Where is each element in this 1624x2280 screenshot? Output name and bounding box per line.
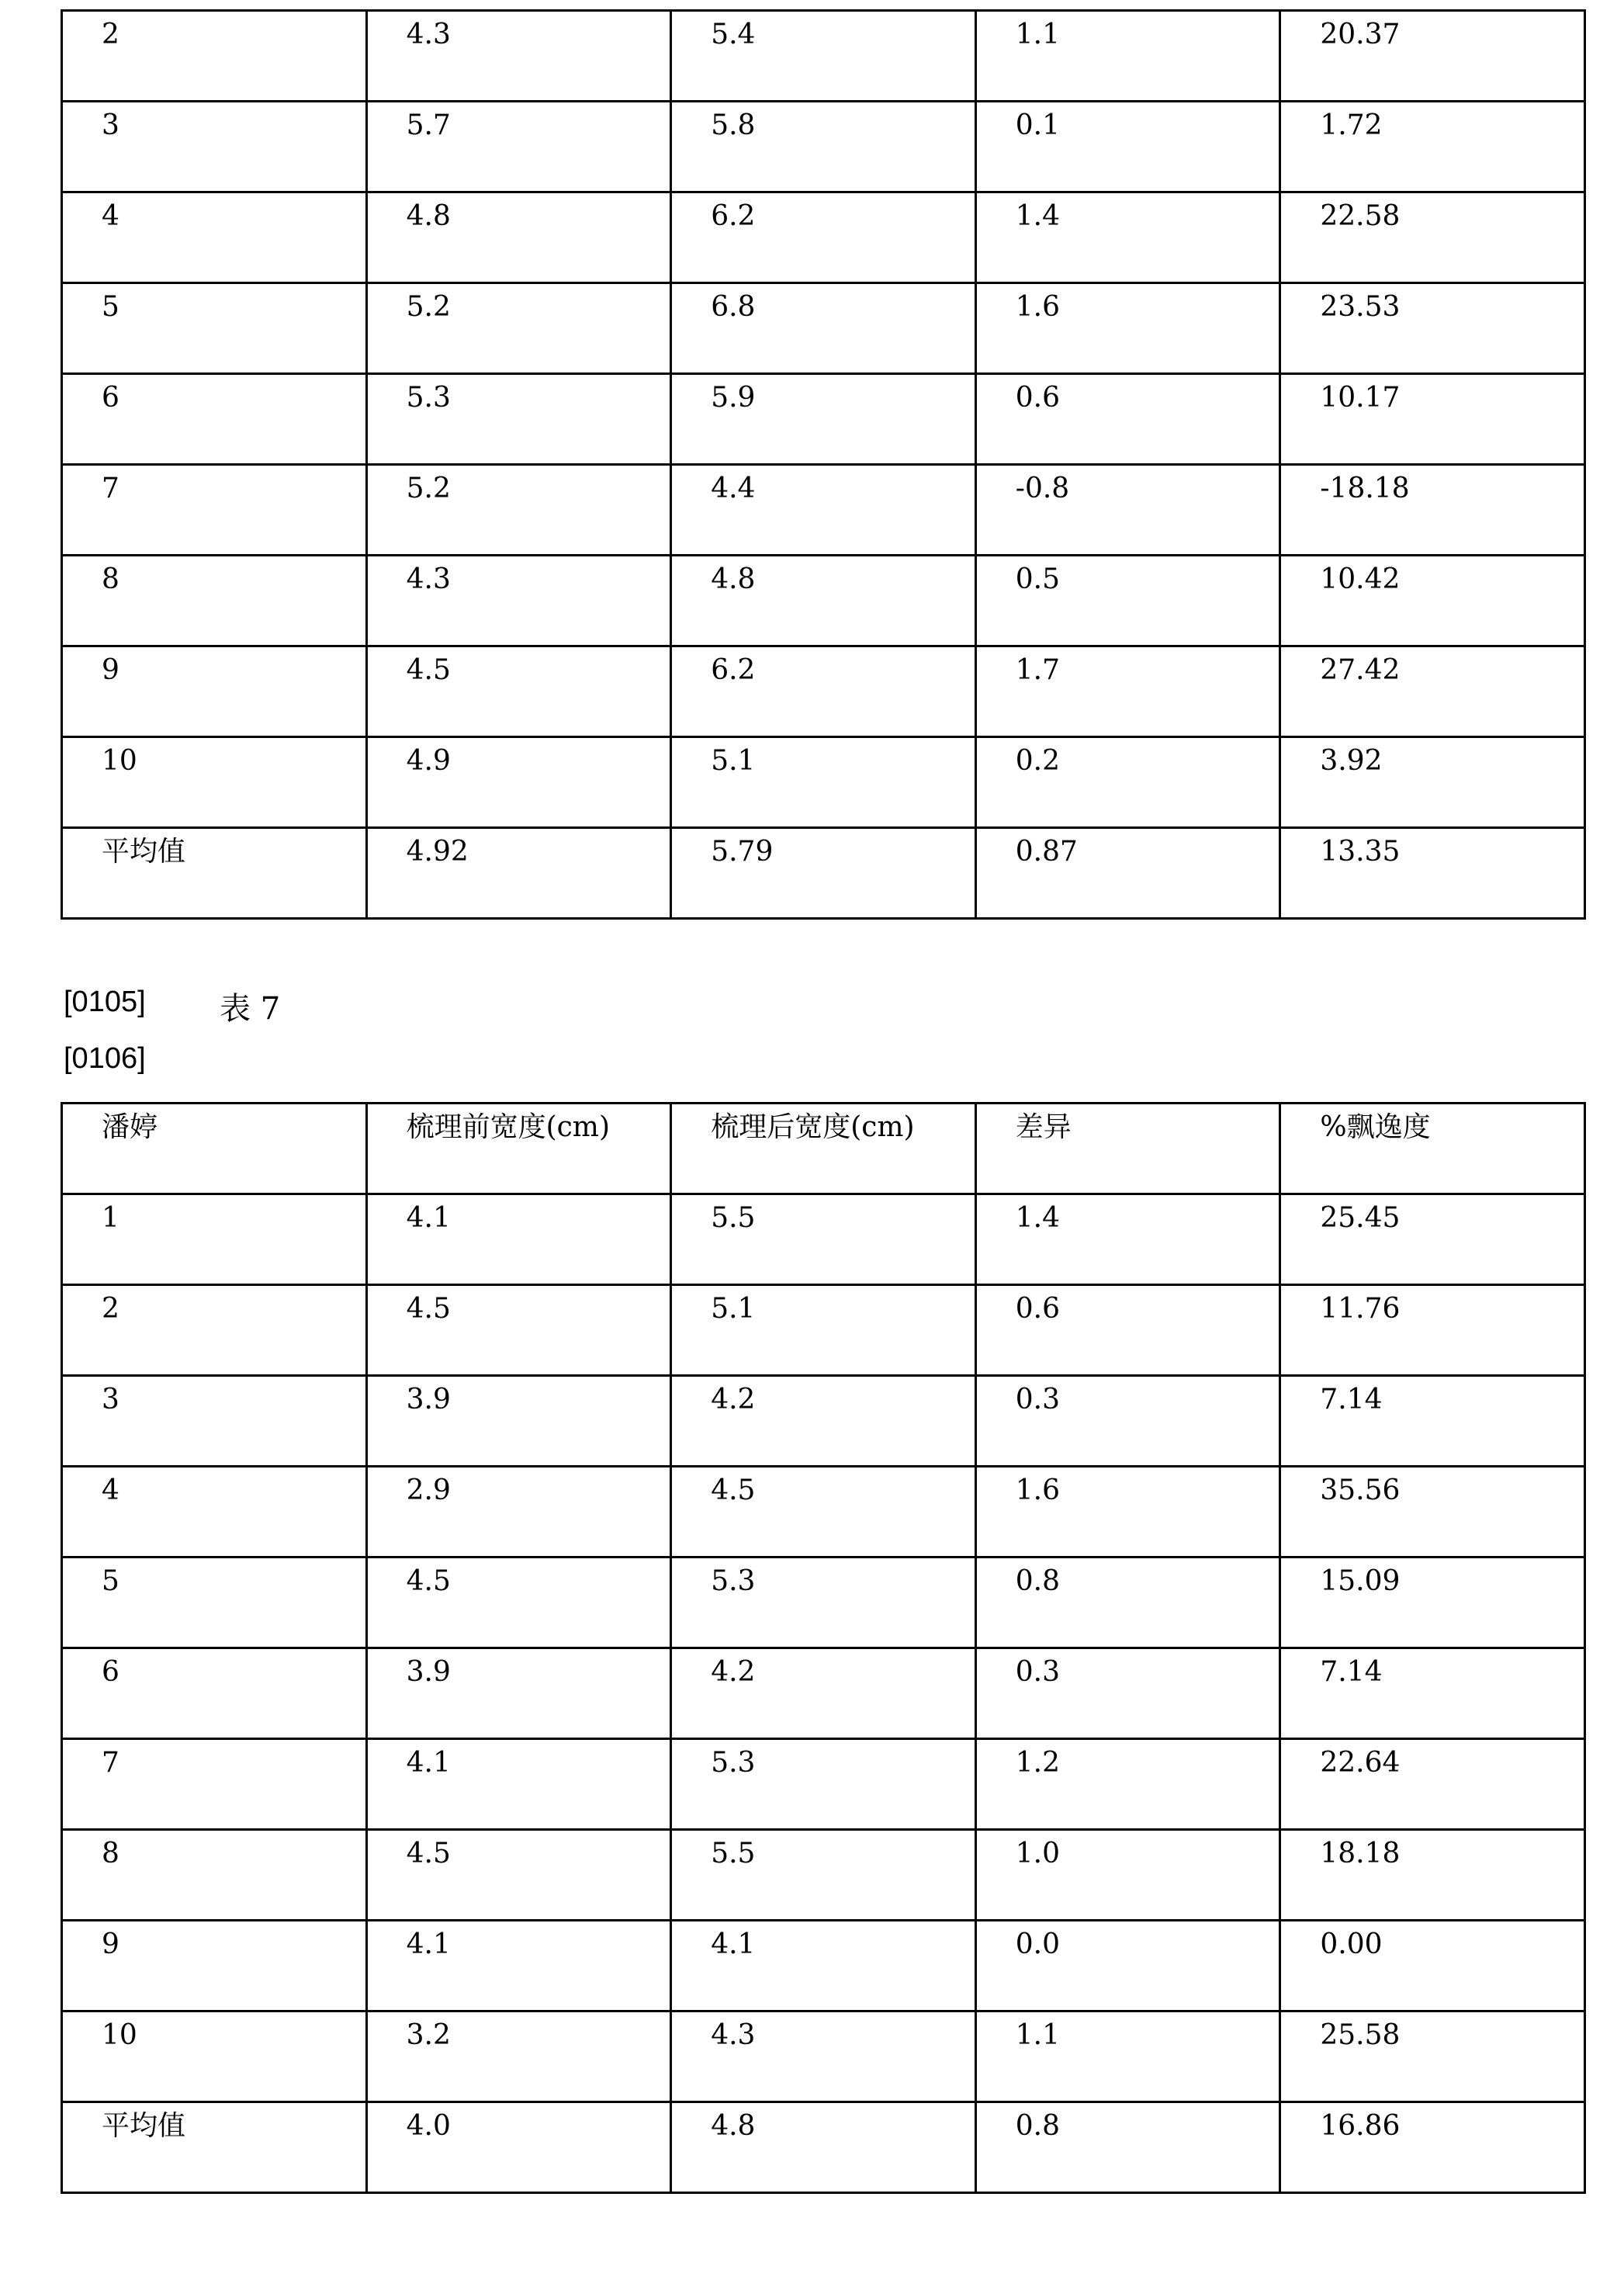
table-cell: 15.09 [1280,1558,1585,1648]
table-cell: 4.3 [366,11,671,102]
table-cell: 7 [62,465,367,556]
table-cell: 22.58 [1280,192,1585,283]
table-row [62,192,1585,283]
table-cell: -18.18 [1280,465,1585,556]
table-cell: 0.6 [975,374,1280,465]
table-6-continued [61,9,1586,920]
table-cell: 0.3 [975,1376,1280,1467]
table-row [62,737,1585,828]
table-row [62,2011,1585,2102]
table-cell: 2.9 [366,1467,671,1558]
table-cell: 10 [62,737,367,828]
table-cell: 4.0 [366,2102,671,2193]
table-cell: 0.8 [975,2102,1280,2193]
table-cell: 5 [62,283,367,374]
table-cell: 4.3 [671,2011,976,2102]
table-cell: 25.45 [1280,1194,1585,1285]
table-cell: 5.2 [366,283,671,374]
table-cell: 7.14 [1280,1376,1585,1467]
table-cell: 0.00 [1280,1921,1585,2011]
table-row [62,828,1585,919]
table-cell: 6.8 [671,283,976,374]
table-cell: 平均值 [62,2102,367,2193]
table-cell: 6 [62,1648,367,1739]
table-cell: 2 [62,1285,367,1376]
table-cell: 4.8 [671,2102,976,2193]
paragraph-number-0105: [0105] [64,986,146,1018]
table-row [62,1648,1585,1739]
table-cell: 18.18 [1280,1830,1585,1921]
table-cell: 1.1 [975,2011,1280,2102]
table-cell: 5.3 [366,374,671,465]
table-cell: 0.87 [975,828,1280,919]
table-cell: 16.86 [1280,2102,1585,2193]
table-cell: 25.58 [1280,2011,1585,2102]
table-cell: 3 [62,102,367,192]
table-cell: %飘逸度 [1280,1104,1585,1194]
table-cell: 4.3 [366,556,671,646]
table-row [62,1739,1585,1830]
table-cell: 4.5 [366,1285,671,1376]
table-cell: 6.2 [671,192,976,283]
table-cell: 11.76 [1280,1285,1585,1376]
table-cell: 1.4 [975,1194,1280,1285]
table-row [62,1467,1585,1558]
table-cell: 5.79 [671,828,976,919]
table-cell: 4.8 [671,556,976,646]
table-row [62,102,1585,192]
table-cell: 8 [62,1830,367,1921]
table-cell: 35.56 [1280,1467,1585,1558]
table-cell: 4.9 [366,737,671,828]
table-row [62,1194,1585,1285]
table-cell: 4.1 [366,1739,671,1830]
table-header-row [62,1104,1585,1194]
table-cell: 2 [62,11,367,102]
table-cell: 5.1 [671,1285,976,1376]
table-cell: 3 [62,1376,367,1467]
table-cell: 7.14 [1280,1648,1585,1739]
table-cell: 4.5 [366,646,671,737]
table-cell: 5.3 [671,1739,976,1830]
table-cell: 1.4 [975,192,1280,283]
table-row [62,374,1585,465]
table-cell: 23.53 [1280,283,1585,374]
table-cell: 8 [62,556,367,646]
table-cell: 22.64 [1280,1739,1585,1830]
table-cell: 0.6 [975,1285,1280,1376]
table-cell: 6.2 [671,646,976,737]
table-cell: 7 [62,1739,367,1830]
table-cell: 0.2 [975,737,1280,828]
table-cell: 5.7 [366,102,671,192]
table-cell: 4.1 [366,1194,671,1285]
table-cell: 4.8 [366,192,671,283]
table-cell: 5.2 [366,465,671,556]
table-cell: 4.92 [366,828,671,919]
table-cell: 5.1 [671,737,976,828]
table-cell: 5.9 [671,374,976,465]
table-row [62,283,1585,374]
table-cell: 4.2 [671,1648,976,1739]
table-row [62,1558,1585,1648]
table-row [62,1376,1585,1467]
table-cell: 4.5 [366,1830,671,1921]
table-cell: 3.2 [366,2011,671,2102]
table-cell: 潘婷 [62,1104,367,1194]
table-cell: 1.6 [975,283,1280,374]
table-cell: 4.1 [671,1921,976,2011]
table-cell: 差异 [975,1104,1280,1194]
table-cell: 4.1 [366,1921,671,2011]
table-cell: 4.5 [366,1558,671,1648]
table-row [62,646,1585,737]
table-cell: 20.37 [1280,11,1585,102]
table-cell: 4 [62,192,367,283]
table-row [62,1830,1585,1921]
table-row [62,2102,1585,2193]
table-cell: 1.1 [975,11,1280,102]
table-cell: 10 [62,2011,367,2102]
table-cell: 0.3 [975,1648,1280,1739]
table-cell: 0.8 [975,1558,1280,1648]
table-cell: -0.8 [975,465,1280,556]
table-cell: 5.4 [671,11,976,102]
table-cell: 0.0 [975,1921,1280,2011]
table-cell: 0.5 [975,556,1280,646]
table-cell: 4.4 [671,465,976,556]
table-caption: 表 7 [220,991,281,1027]
paragraph-number-0106: [0106] [64,1042,146,1075]
table-cell: 6 [62,374,367,465]
table-row [62,11,1585,102]
table-cell: 9 [62,646,367,737]
table-cell: 3.9 [366,1376,671,1467]
table-cell: 3.92 [1280,737,1585,828]
table-cell: 5.3 [671,1558,976,1648]
table-cell: 9 [62,1921,367,2011]
table-cell: 10.42 [1280,556,1585,646]
table-cell: 5.5 [671,1194,976,1285]
table-cell: 梳理前宽度(cm) [366,1104,671,1194]
table-cell: 27.42 [1280,646,1585,737]
table-cell: 5 [62,1558,367,1648]
table-cell: 1.2 [975,1739,1280,1830]
table-cell: 10.17 [1280,374,1585,465]
table-cell: 4.5 [671,1467,976,1558]
table-cell: 13.35 [1280,828,1585,919]
table-cell: 梳理后宽度(cm) [671,1104,976,1194]
table-cell: 5.8 [671,102,976,192]
table-cell: 1.72 [1280,102,1585,192]
table-cell: 4.2 [671,1376,976,1467]
table-cell: 0.1 [975,102,1280,192]
table-cell: 4 [62,1467,367,1558]
table-row [62,556,1585,646]
table-row [62,465,1585,556]
table-cell: 3.9 [366,1648,671,1739]
table-cell: 1.0 [975,1830,1280,1921]
table-cell: 1.7 [975,646,1280,737]
table-7 [61,1102,1586,2194]
table-row [62,1285,1585,1376]
table-cell: 1.6 [975,1467,1280,1558]
table-cell: 1 [62,1194,367,1285]
table-cell: 5.5 [671,1830,976,1921]
table-row [62,1921,1585,2011]
table-cell: 平均值 [62,828,367,919]
